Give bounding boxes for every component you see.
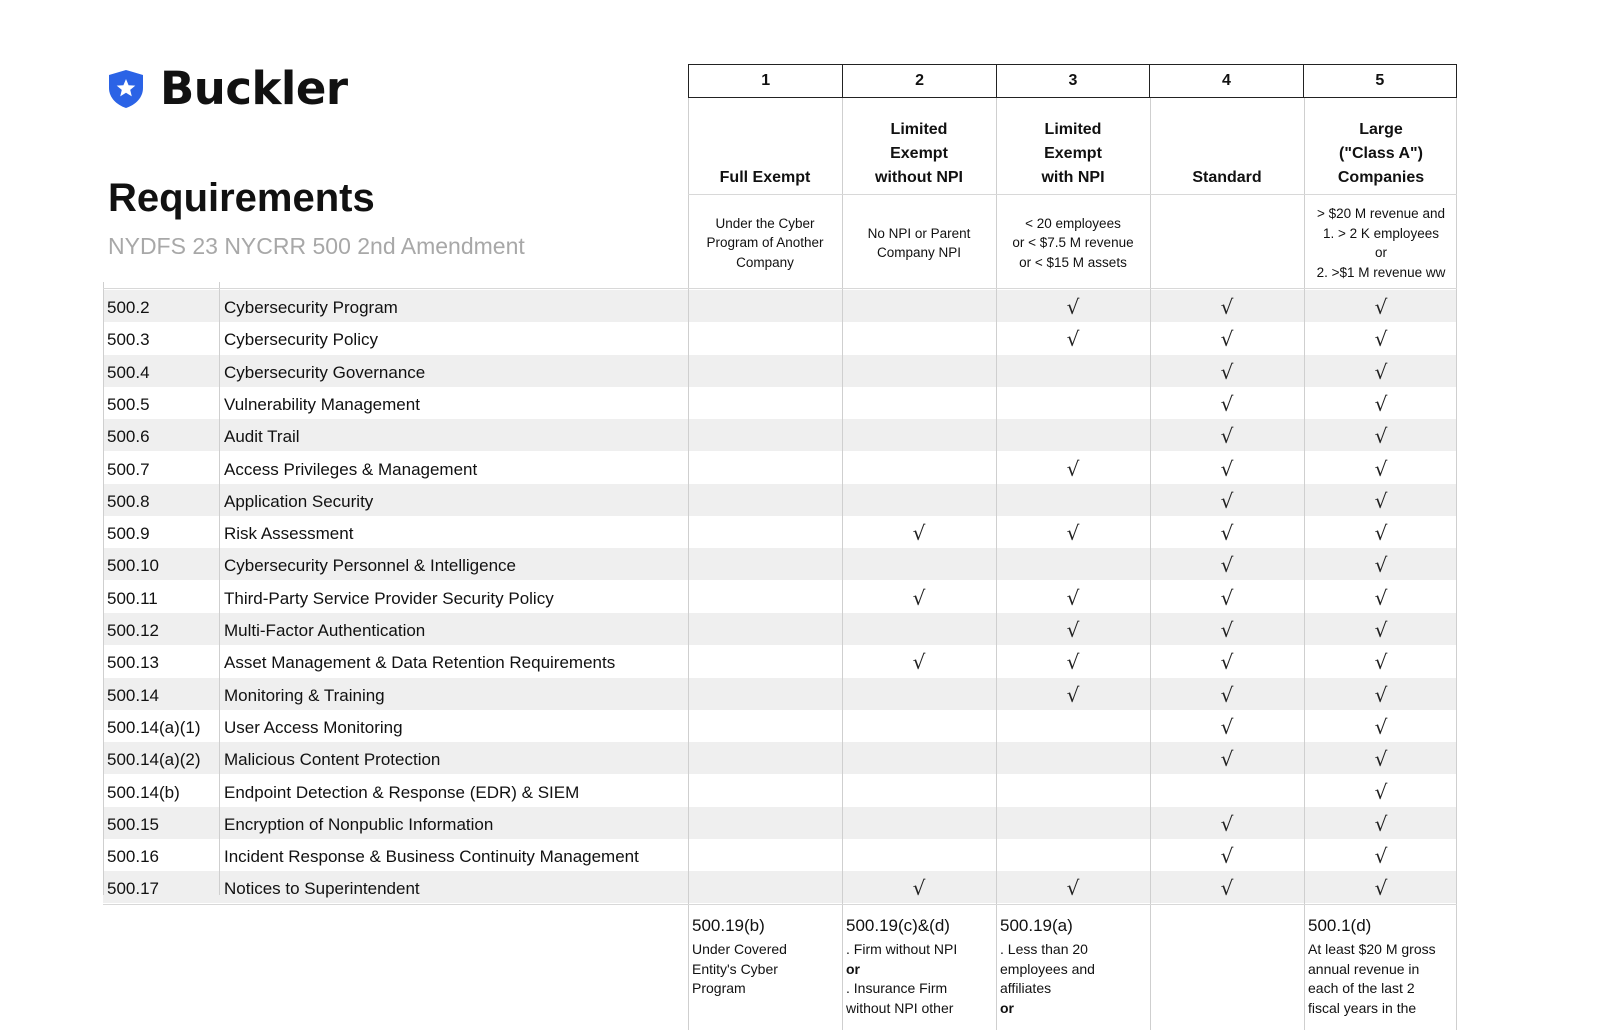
requirement-name: Audit Trail <box>224 427 300 447</box>
brand-logo <box>106 62 348 115</box>
footnote-ref: 500.1(d) <box>1308 916 1372 935</box>
footnote-text: . Firm without NPI or . Insurance Firm without NPI other <box>846 941 958 1016</box>
check-mark: √ <box>1374 747 1388 772</box>
table-row <box>103 387 1457 419</box>
check-mark: √ <box>1066 618 1080 642</box>
column-heading: Full Exempt <box>719 169 811 186</box>
requirement-name: Endpoint Detection & Response (EDR) & SIEM <box>224 782 580 802</box>
check-mark: √ <box>1220 876 1234 901</box>
check-mark: √ <box>1220 359 1234 384</box>
check-mark: √ <box>1066 650 1080 675</box>
check-mark: √ <box>1374 488 1388 513</box>
table-row <box>103 775 1457 807</box>
requirement-code: 500.16 <box>107 847 159 867</box>
column-description: > $20 M revenue and 1. > 2 K employees or 2. >$1 M revenue ww <box>1316 206 1446 280</box>
footnote <box>692 916 842 999</box>
check-mark: √ <box>1066 327 1080 352</box>
check-mark: √ <box>912 876 926 901</box>
column-divider <box>842 98 843 1030</box>
column-divider <box>1304 98 1305 1030</box>
requirement-name: Notices to Superintendent <box>224 879 420 899</box>
footnote-ref: 500.19(c)&(d) <box>846 916 950 935</box>
page-title: Requirements <box>108 176 375 220</box>
check-mark: √ <box>1374 844 1388 869</box>
table-row <box>103 419 1457 451</box>
header-divider <box>688 194 1457 195</box>
requirement-name: Monitoring & Training <box>224 685 385 705</box>
check-mark: √ <box>1374 456 1388 481</box>
check-mark: √ <box>1066 876 1080 901</box>
requirement-name: Cybersecurity Program <box>224 298 398 317</box>
check-mark: √ <box>1220 295 1234 319</box>
requirement-code: 500.14(a)(1) <box>107 717 201 737</box>
check-mark: √ <box>1374 359 1388 384</box>
table-row <box>103 322 1457 354</box>
requirement-code: 500.13 <box>107 653 159 673</box>
requirement-name: Cybersecurity Personnel & Intelligence <box>224 556 516 576</box>
requirement-code: 500.4 <box>107 362 150 382</box>
column-heading: Large ("Class A") Companies <box>1337 121 1425 186</box>
requirement-name: Cybersecurity Policy <box>224 330 378 350</box>
requirement-code: 500.8 <box>107 491 150 511</box>
requirement-code: 500.17 <box>107 879 159 899</box>
check-mark: √ <box>1220 521 1234 546</box>
table-row <box>103 645 1457 677</box>
requirement-code: 500.12 <box>107 621 159 640</box>
requirement-code: 500.11 <box>107 588 158 608</box>
check-mark: √ <box>1374 553 1388 578</box>
check-mark: √ <box>1374 779 1388 804</box>
column-divider <box>1456 98 1457 1030</box>
table-row <box>103 839 1457 871</box>
check-mark: √ <box>1374 424 1388 449</box>
check-mark: √ <box>1220 747 1234 772</box>
check-mark: √ <box>1374 682 1388 707</box>
requirement-name: Asset Management & Data Retention Requirements <box>224 653 616 673</box>
page-subtitle: NYDFS 23 NYCRR 500 2nd Amendment <box>108 233 525 259</box>
requirement-name: Incident Response & Business Continuity Management <box>224 847 639 867</box>
check-mark: √ <box>1066 682 1080 707</box>
requirement-code: 500.7 <box>107 459 150 479</box>
check-mark: √ <box>1374 521 1388 546</box>
check-mark: √ <box>1374 391 1388 416</box>
check-mark: √ <box>1220 553 1234 578</box>
check-mark: √ <box>1220 844 1234 869</box>
column-divider <box>1150 98 1151 1030</box>
column-number-2: 2 <box>842 65 995 97</box>
check-mark: √ <box>912 585 926 610</box>
shield-star-icon <box>106 68 146 110</box>
table-row <box>103 516 1457 548</box>
check-mark: √ <box>1220 424 1234 449</box>
column-divider <box>996 98 997 1030</box>
requirement-name: Application Security <box>224 491 374 511</box>
footnote-ref: 500.19(a) <box>1000 916 1073 935</box>
table-row <box>103 807 1457 839</box>
check-mark: √ <box>1374 714 1388 739</box>
check-mark: √ <box>1220 714 1234 739</box>
requirement-name: Cybersecurity Governance <box>224 362 426 382</box>
footnote <box>1000 916 1150 1018</box>
check-mark: √ <box>912 521 926 546</box>
check-mark: √ <box>1066 585 1080 610</box>
footnote <box>1308 916 1458 1018</box>
column-number-header <box>688 64 1457 98</box>
requirement-name: Multi-Factor Authentication <box>224 621 426 640</box>
check-mark: √ <box>1066 521 1080 546</box>
brand-name: Buckler <box>160 62 348 115</box>
check-mark: √ <box>1374 295 1388 319</box>
requirement-name: Vulnerability Management <box>224 394 420 414</box>
requirement-code: 500.10 <box>107 556 159 576</box>
check-mark: √ <box>1220 327 1234 352</box>
footnote-ref: 500.19(b) <box>692 916 765 935</box>
check-mark: √ <box>1374 811 1388 836</box>
check-mark: √ <box>912 650 926 675</box>
footnote-text: Under Covered Entity's Cyber Program <box>692 941 787 996</box>
check-mark: √ <box>1374 618 1388 642</box>
requirement-name: Malicious Content Protection <box>224 750 441 770</box>
requirement-code: 500.14(b) <box>107 782 180 802</box>
table-row <box>103 678 1457 710</box>
check-mark: √ <box>1220 488 1234 513</box>
requirement-code: 500.2 <box>107 298 150 317</box>
table-row <box>103 484 1457 516</box>
column-number-4: 4 <box>1149 65 1302 97</box>
requirement-name: Risk Assessment <box>224 524 354 544</box>
check-mark: √ <box>1220 682 1234 707</box>
requirement-code: 500.5 <box>107 394 150 414</box>
requirement-name: Access Privileges & Management <box>224 459 478 479</box>
table-row <box>103 710 1457 742</box>
table-row <box>103 742 1457 774</box>
check-mark: √ <box>1220 618 1234 642</box>
check-mark: √ <box>1220 456 1234 481</box>
requirement-code: 500.6 <box>107 427 150 447</box>
column-description <box>1150 198 1304 288</box>
table-row <box>103 452 1457 484</box>
table-row <box>103 871 1457 903</box>
check-mark: √ <box>1374 650 1388 675</box>
check-mark: √ <box>1374 876 1388 901</box>
row-divider <box>219 282 220 895</box>
requirement-name: Encryption of Nonpublic Information <box>224 814 494 834</box>
table-row <box>103 290 1457 322</box>
footnote-text: At least $20 M gross annual revenue in each of the last 2 fiscal years in the <box>1308 941 1436 1016</box>
column-number-3: 3 <box>996 65 1149 97</box>
table-row <box>103 355 1457 387</box>
column-number-5: 5 <box>1303 65 1456 97</box>
check-mark: √ <box>1066 295 1080 319</box>
column-number-1: 1 <box>761 72 771 89</box>
table-row <box>103 613 1457 645</box>
requirement-name: User Access Monitoring <box>224 717 403 737</box>
requirement-code: 500.3 <box>107 330 150 350</box>
column-heading: Standard <box>1192 169 1262 186</box>
footnote <box>846 916 996 1018</box>
column-description: No NPI or Parent Company NPI <box>867 225 971 260</box>
requirement-code: 500.14(a)(2) <box>107 750 201 770</box>
column-heading: Limited Exempt without NPI <box>875 121 963 186</box>
column-description: < 20 employees or < $7.5 M revenue or < $15 M assets <box>1012 215 1134 270</box>
column-description: Under the Cyber Program of Another Company <box>706 215 824 270</box>
check-mark: √ <box>1374 327 1388 352</box>
requirement-code: 500.14 <box>107 685 159 705</box>
row-divider <box>103 282 104 895</box>
check-mark: √ <box>1220 391 1234 416</box>
check-mark: √ <box>1066 456 1080 481</box>
column-divider <box>688 98 689 1030</box>
table-row <box>103 548 1457 580</box>
requirement-code: 500.15 <box>107 814 159 834</box>
table-row <box>103 581 1457 613</box>
table-bottom-rule <box>103 904 1457 905</box>
check-mark: √ <box>1220 650 1234 675</box>
footnote-text: . Less than 20 employees and affiliates or <box>1000 941 1095 1016</box>
requirement-code: 500.9 <box>107 524 150 544</box>
table-top-rule <box>103 288 1457 289</box>
requirement-name: Third-Party Service Provider Security Policy <box>224 588 554 608</box>
check-mark: √ <box>1220 585 1234 610</box>
check-mark: √ <box>1374 585 1388 610</box>
column-heading: Limited Exempt with NPI <box>1041 121 1105 186</box>
check-mark: √ <box>1220 811 1234 836</box>
